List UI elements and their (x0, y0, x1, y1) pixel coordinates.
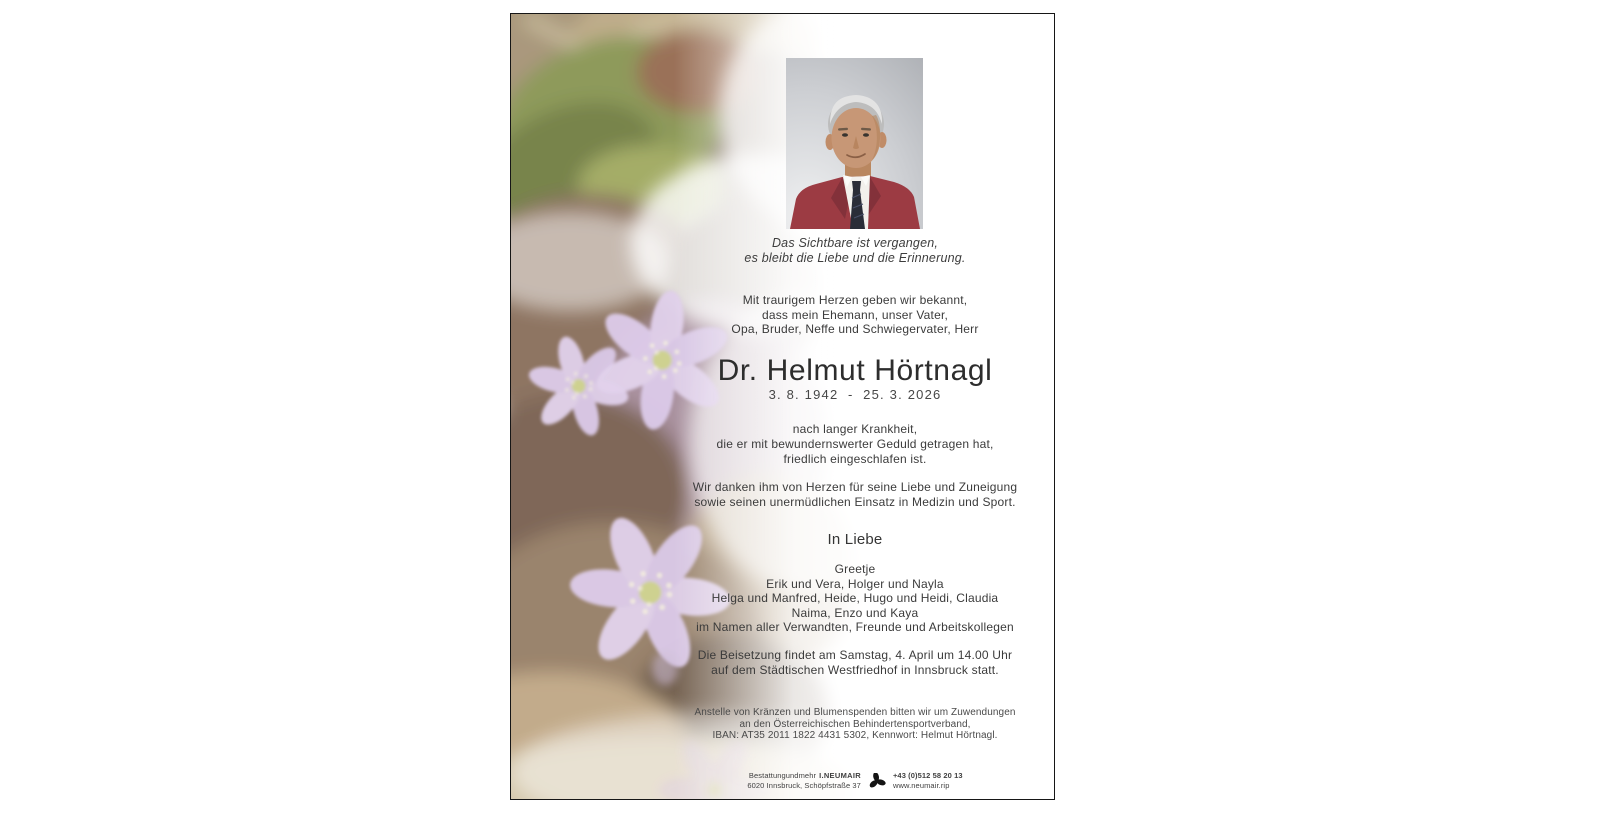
announcement-line: Opa, Bruder, Neffe und Schwiegervater, Herr (731, 322, 979, 337)
passing-line: friedlich eingeschlafen ist. (783, 452, 927, 466)
mourners-list (679, 562, 1031, 635)
quote-line: es bleibt die Liebe und die Erinnerung. (744, 250, 966, 265)
passing-line: nach langer Krankheit, (792, 422, 918, 436)
mourner-line: im Namen aller Verwandten, Freunde und Arbeitskollegen (696, 620, 1014, 634)
donation-info (679, 707, 1031, 742)
background-flower-photo (511, 14, 1054, 799)
funeral-info (679, 648, 1031, 678)
deceased-name: Dr. Helmut Hörtnagl (717, 354, 993, 387)
company-line (747, 771, 861, 781)
website: www.neumair.rip (892, 780, 950, 790)
obituary-card (510, 13, 1055, 800)
clover-leaf-logo-icon (868, 773, 886, 789)
funeral-line: Die Beisetzung findet am Samstag, 4. April um 14.00 Uhr (697, 648, 1013, 662)
announcement-line: dass mein Ehemann, unser Vater, (761, 307, 949, 322)
gratitude-line: sowie seinen unermüdlichen Einsatz in Medizin und Sport. (694, 495, 1016, 509)
company-name: Bestattungundmehr (748, 771, 817, 780)
mourner-line: Greetje (834, 562, 876, 576)
brand-name: I.NEUMAIR (819, 771, 861, 780)
mourner-line: Helga und Manfred, Heide, Hugo und Heidi, Claudia (711, 591, 999, 605)
mourner-line: Erik und Vera, Holger und Nayla (766, 576, 944, 591)
funeral-home-identity (747, 771, 861, 790)
closing-phrase: In Liebe (827, 531, 883, 548)
passing-line: die er mit bewundernswerter Geduld getragen hat, (716, 437, 994, 451)
memorial-quote (679, 236, 1031, 265)
funeral-home-footer (679, 771, 1031, 790)
donation-line: IBAN: AT35 2011 1822 4431 5302, Kennwort: Helmut Hörtnagl. (712, 730, 998, 741)
announcement-line: Mit traurigem Herzen geben wir bekannt, (742, 293, 968, 307)
gratitude-line: Wir danken ihm von Herzen für seine Liebe und Zuneigung (692, 480, 1018, 494)
passing-text (679, 422, 1031, 467)
donation-line: Anstelle von Kränzen und Blumenspenden bitten wir um Zuwendungen (694, 707, 1016, 718)
life-dates: 3. 8. 1942 - 25. 3. 2026 (768, 387, 942, 402)
donation-line: an den Österreichischen Behindertensportverband, (739, 718, 971, 730)
announcement (679, 293, 1031, 337)
portrait-photo (786, 58, 923, 229)
quote-line: Das Sichtbare ist vergangen, (771, 236, 939, 250)
company-address: 6020 Innsbruck, Schöpfstraße 37 (747, 780, 861, 790)
funeral-line: auf dem Städtischen Westfriedhof in Innsbruck statt. (711, 663, 999, 677)
funeral-home-contact (893, 771, 963, 790)
gratitude-text (679, 480, 1031, 510)
phone-number: +43 (0)512 58 20 13 (892, 771, 963, 780)
mourner-line: Naima, Enzo und Kaya (791, 605, 919, 620)
